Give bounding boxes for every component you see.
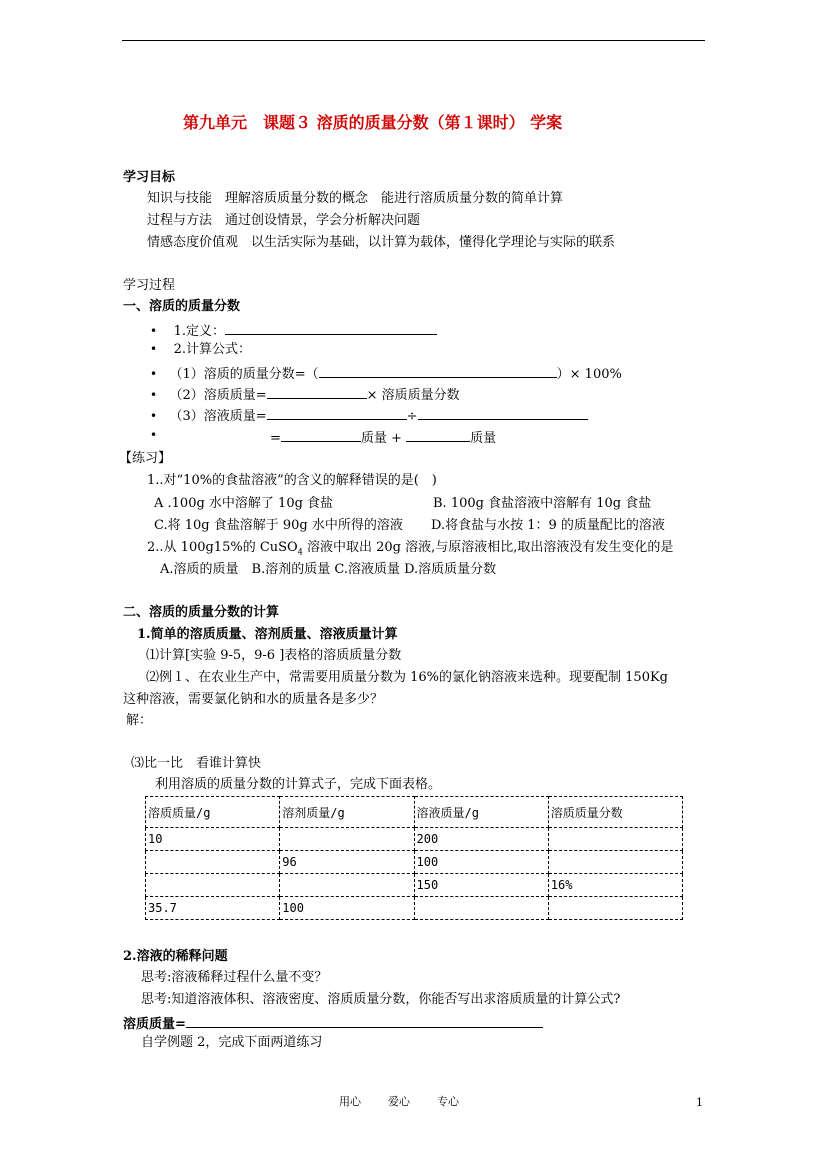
subsection-1-heading: 1.简单的溶质质量、溶剂质量、溶液质量计算 — [137, 627, 398, 642]
table-header-cell: 溶液质量/g — [414, 797, 548, 828]
example-1-line-2: 这种溶液，需要氯化钠和水的质量各是多少？ — [123, 692, 384, 707]
bullet-icon: • — [150, 324, 158, 338]
formula2-prefix: （2）溶质质量= — [169, 388, 267, 403]
page-title: 第九单元 课题３ 溶质的质量分数（第１课时） 学案 — [183, 113, 563, 132]
bullet-list-item — [150, 343, 251, 356]
formula4-blank-2[interactable] — [406, 429, 470, 442]
bullet-icon: • — [150, 367, 158, 381]
table-cell[interactable] — [146, 851, 280, 874]
process-heading: 学习过程 — [123, 278, 176, 293]
question-1-option-c: C.将 10g 食盐溶解于 90g 水中所得的溶液 — [154, 518, 403, 533]
table-cell[interactable]: 10 — [146, 828, 280, 851]
formula4-blank-1[interactable] — [281, 429, 361, 442]
table-cell[interactable]: 200 — [414, 828, 548, 851]
bullet-list-item — [150, 322, 437, 338]
table-row — [146, 851, 683, 874]
table-cell[interactable] — [280, 828, 414, 851]
bullet-icon: • — [150, 342, 158, 356]
self-study-text: 自学例题 2，完成下面两道练习 — [141, 1035, 323, 1050]
goal-item: 情感态度价值观 以生活实际为基础，以计算为载体，懂得化学理论与实际的联系 — [147, 235, 616, 250]
question-1-option-d: D.将食盐与水按 1：9 的质量配比的溶液 — [431, 518, 665, 533]
formula1-blank[interactable] — [319, 365, 557, 378]
formula-label: 2.计算公式： — [173, 342, 252, 357]
formula1-suffix: ）× 100% — [556, 367, 622, 382]
item-1: ⑴计算[实验 9-5，9-6 ]表格的溶质质量分数 — [146, 648, 402, 663]
table-row — [146, 897, 683, 920]
table-cell[interactable]: 35.7 — [146, 897, 280, 920]
practice-heading: 【练习】 — [119, 451, 172, 466]
table-cell[interactable] — [414, 897, 548, 920]
table-cell[interactable] — [548, 897, 682, 920]
table-cell[interactable] — [548, 828, 682, 851]
table-cell[interactable] — [548, 851, 682, 874]
table-header-cell: 溶质质量/g — [146, 797, 280, 828]
question-2-subscript: 4 — [297, 547, 303, 557]
table-header-cell: 溶质质量分数 — [548, 797, 682, 828]
footer-item: 用心 — [339, 1095, 361, 1108]
formula3-blank-1[interactable] — [267, 407, 407, 420]
question-1-option-b: B. 100g 食盐溶液中溶解有 10g 食盐 — [433, 496, 652, 511]
table-header-cell: 溶剂质量/g — [280, 797, 414, 828]
table-cell[interactable] — [146, 874, 280, 897]
question-2-options: A.溶质的质量 B.溶剂的质量 C.溶液质量 D.溶质质量分数 — [160, 562, 497, 577]
think-question-1: 思考:溶液稀释过程什么量不变？ — [141, 970, 328, 985]
solute-mass-label: 溶质质量= — [123, 1017, 186, 1032]
question-1: 1..对“10%的食盐溶液”的含义的解释错误的是( ) — [147, 473, 437, 488]
table-instruction: 利用溶质的质量分数的计算式子，完成下面表格。 — [155, 777, 442, 792]
bullet-icon: • — [150, 409, 158, 423]
section2-heading: 二、溶质的质量分数的计算 — [123, 605, 280, 620]
think-question-2: 思考:知道溶液体积、溶液密度、溶质质量分数，你能否写出求溶质质量的计算公式? — [141, 992, 621, 1007]
subsection-2-heading: 2.溶液的稀释问题 — [123, 949, 228, 964]
question-2-text-end: 溶液中取出 20g 溶液,与原溶液相比,取出溶液没有发生变化的是 — [302, 540, 674, 555]
bullet-list-item — [150, 386, 460, 402]
formula1-prefix: （1）溶质的质量分数=（ — [169, 367, 319, 382]
header-rule — [122, 40, 705, 41]
definition-blank[interactable] — [225, 322, 437, 335]
formula2-suffix: × 溶质质量分数 — [366, 388, 460, 403]
goal-item: 知识与技能 理解溶质质量分数的概念 能进行溶质质量分数的简单计算 — [147, 191, 564, 206]
item-3: ⑶比一比 看谁计算快 — [131, 756, 262, 771]
table-row — [146, 874, 683, 897]
formula4-line — [270, 429, 496, 445]
table-cell[interactable]: 150 — [414, 874, 548, 897]
page-number: 1 — [696, 1096, 703, 1109]
formula4-equals: = — [270, 431, 281, 446]
bullet-icon: • — [150, 388, 158, 402]
example-1-line-1: ⑵例１、在农业生产中，常需要用质量分数为 16%的氯化钠溶液来选种。现要配制 150Kg — [146, 670, 669, 685]
formula4-middle: 质量 + — [360, 431, 402, 446]
bullet-list-item — [150, 429, 157, 442]
question-2 — [147, 541, 673, 557]
table-cell[interactable] — [280, 874, 414, 897]
solute-mass-blank[interactable] — [186, 1015, 543, 1028]
footer-item: 专心 — [437, 1095, 459, 1108]
question-1-option-a: A .100g 水中溶解了 10g 食盐 — [154, 496, 334, 511]
solute-mass-line — [123, 1015, 543, 1031]
formula4-suffix: 质量 — [470, 431, 497, 446]
table-cell[interactable]: 100 — [414, 851, 548, 874]
table-cell[interactable]: 100 — [280, 897, 414, 920]
goals-heading: 学习目标 — [123, 170, 176, 185]
bullet-icon: • — [150, 428, 158, 442]
question-2-text-start: 2..从 100g15%的 CuSO — [147, 540, 298, 555]
section1-heading: 一、溶质的质量分数 — [123, 299, 241, 314]
definition-label: 1.定义： — [173, 324, 226, 339]
formula3-prefix: （3）溶液质量= — [169, 409, 267, 424]
table-cell[interactable]: 16% — [548, 874, 682, 897]
footer-item: 爱心 — [388, 1095, 410, 1108]
table-row — [146, 828, 683, 851]
formula3-blank-2[interactable] — [418, 407, 588, 420]
solution-label: 解： — [126, 713, 153, 728]
formula2-blank[interactable] — [267, 386, 367, 399]
bullet-list-item — [150, 407, 588, 423]
bullet-list-item — [150, 365, 622, 381]
table-header-row — [146, 797, 683, 828]
formula3-divide: ÷ — [406, 409, 418, 424]
goal-item: 过程与方法 通过创设情景，学会分析解决问题 — [147, 213, 421, 228]
calculation-table — [145, 796, 683, 920]
table-cell[interactable]: 96 — [280, 851, 414, 874]
